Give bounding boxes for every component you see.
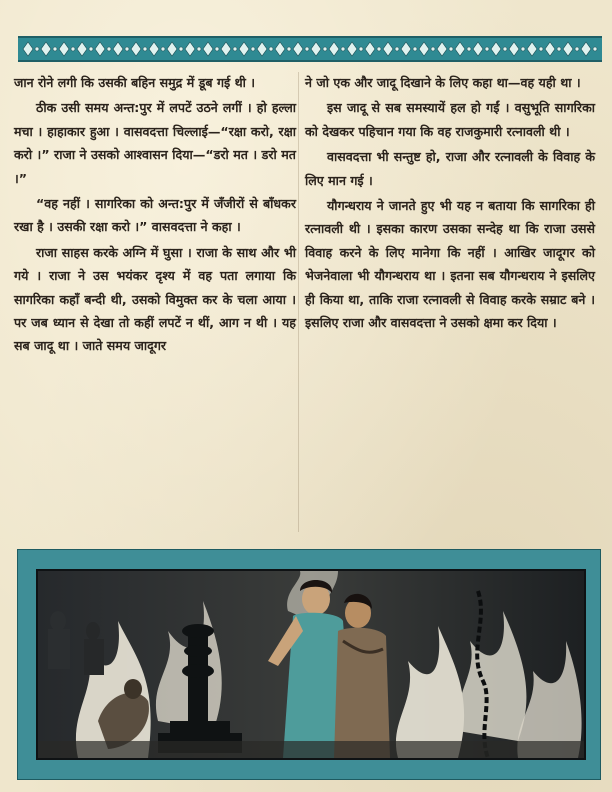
paragraph: ठीक उसी समय अन्त:पुर में लपटें उठने लगीं । हो हल्ला मचा । हाहाकार हुआ । वासवदत्ता चिल्लाई—“रक्षा करो, रक्षा करो ।” राजा ने उसको आश्वासन दिया—“डरो मत । डरो मत ।” bbox=[14, 100, 296, 186]
paragraph: राजा साहस करके अग्नि में घुसा । राजा के साथ और भी गये । राजा ने उस भयंकर दृश्य में वह पता लगाया कि सागरिका कहाँ बन्दी थी, उसको विमुक्त कर के चला आया । पर जब ध्यान से देखा तो कहीं लपटें न थीं, आग न थी । यह सब जादू था । जाते समय जादूगर bbox=[14, 244, 296, 354]
paragraph: इस जादू से सब समस्यायें हल हो गईं । वसुभूति सागरिका को देखकर पहिचान गया कि वह राजकुमारी रत्नावली थी । bbox=[305, 100, 595, 139]
paragraph: वासवदत्ता भी सन्तुष्ट हो, राजा और रत्नावली के विवाह के लिए मान गई । bbox=[305, 149, 595, 188]
right-column bbox=[305, 71, 595, 334]
paragraph: “वह नहीं । सागरिका को अन्त:पुर में जँजीरों से बाँधकर रखा है । उसकी रक्षा करो ।” वासवदत्ता ने कहा । bbox=[14, 196, 296, 235]
fire-rescue-illustration bbox=[36, 569, 586, 760]
ornament-pattern-icon bbox=[18, 38, 602, 60]
column-divider bbox=[298, 72, 299, 532]
paragraph: ने जो एक और जादू दिखाने के लिए कहा था—वह यही था । bbox=[305, 75, 581, 90]
decorative-top-border bbox=[18, 36, 602, 62]
left-column bbox=[14, 71, 296, 358]
paragraph: यौगन्धराय ने जानते हुए भी यह न बताया कि सागरिका ही रत्नावली थी । इसका कारण उसका सन्देह था कि राजा उससे विवाह करने के लिए मानेगा कि नहीं । आखिर जादूगर को भेजनेवाला भी यौगन्धराय था । इतना सब यौगन्धराय ने इसलिए ही किया था, ताकि राजा रत्नावली से विवाह करके सम्राट बने । इसलिए राजा और वासवदत्ता ने उसको क्षमा कर दिया । bbox=[305, 198, 595, 331]
paragraph: जान रोने लगी कि उसकी बहिन समुद्र में डूब गई थी । bbox=[14, 75, 256, 90]
